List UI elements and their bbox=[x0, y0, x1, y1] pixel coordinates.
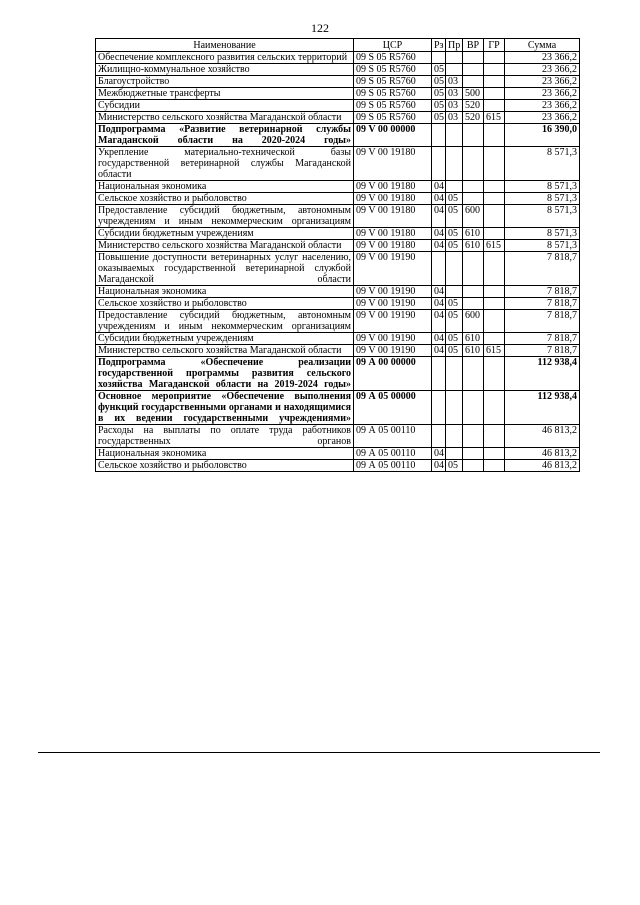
table-row bbox=[96, 100, 580, 112]
cell-vr bbox=[463, 391, 484, 425]
cell-vr: 520 bbox=[463, 100, 484, 112]
table-row bbox=[96, 112, 580, 124]
cell-rz: 05 bbox=[432, 76, 446, 88]
cell-rz: 04 bbox=[432, 193, 446, 205]
cell-rz bbox=[432, 357, 446, 391]
cell-name: Повышение доступности ветеринарных услуг населению, оказываемых государственной ветеринарной службой Магаданской области bbox=[96, 252, 354, 286]
table-row bbox=[96, 124, 580, 147]
table-row bbox=[96, 298, 580, 310]
cell-vr bbox=[463, 286, 484, 298]
cell-gr bbox=[484, 310, 505, 333]
cell-pr bbox=[446, 181, 463, 193]
cell-rz: 04 bbox=[432, 333, 446, 345]
cell-pr: 05 bbox=[446, 333, 463, 345]
cell-vr: 600 bbox=[463, 310, 484, 333]
cell-csr: 09 S 05 R5760 bbox=[354, 88, 432, 100]
cell-rz bbox=[432, 425, 446, 448]
table-row bbox=[96, 425, 580, 448]
cell-rz bbox=[432, 124, 446, 147]
cell-name: Обеспечение комплексного развития сельских территорий bbox=[96, 52, 354, 64]
cell-vr: 610 bbox=[463, 345, 484, 357]
table-header-row bbox=[96, 39, 580, 52]
cell-rz: 04 bbox=[432, 310, 446, 333]
cell-pr bbox=[446, 124, 463, 147]
cell-csr: 09 V 00 19180 bbox=[354, 193, 432, 205]
cell-pr bbox=[446, 448, 463, 460]
cell-gr bbox=[484, 460, 505, 472]
cell-sum: 23 366,2 bbox=[505, 64, 580, 76]
table-row bbox=[96, 333, 580, 345]
table-body bbox=[96, 52, 580, 472]
table-row bbox=[96, 64, 580, 76]
cell-gr bbox=[484, 124, 505, 147]
cell-sum: 7 818,7 bbox=[505, 345, 580, 357]
cell-gr: 615 bbox=[484, 112, 505, 124]
cell-pr bbox=[446, 357, 463, 391]
cell-sum: 7 818,7 bbox=[505, 286, 580, 298]
cell-rz: 05 bbox=[432, 100, 446, 112]
cell-sum: 8 571,3 bbox=[505, 205, 580, 228]
table-row bbox=[96, 193, 580, 205]
cell-pr: 03 bbox=[446, 88, 463, 100]
table-row bbox=[96, 205, 580, 228]
cell-pr: 05 bbox=[446, 310, 463, 333]
cell-name: Благоустройство bbox=[96, 76, 354, 88]
cell-name: Субсидии бюджетным учреждениям bbox=[96, 333, 354, 345]
cell-name: Межбюджетные трансферты bbox=[96, 88, 354, 100]
footer-divider bbox=[38, 752, 600, 753]
cell-name: Подпрограмма «Развитие ветеринарной службы Магаданской области на 2020-2024 годы» bbox=[96, 124, 354, 147]
cell-gr bbox=[484, 298, 505, 310]
cell-gr bbox=[484, 391, 505, 425]
cell-sum: 46 813,2 bbox=[505, 448, 580, 460]
cell-vr bbox=[463, 193, 484, 205]
cell-rz bbox=[432, 252, 446, 286]
cell-csr: 09 А 05 00000 bbox=[354, 391, 432, 425]
cell-name: Предоставление субсидий бюджетным, автономным учреждениям и иным некоммерческим организациям bbox=[96, 205, 354, 228]
cell-gr bbox=[484, 425, 505, 448]
cell-vr bbox=[463, 64, 484, 76]
table-row bbox=[96, 310, 580, 333]
cell-pr: 05 bbox=[446, 240, 463, 252]
cell-gr bbox=[484, 205, 505, 228]
cell-name: Национальная экономика bbox=[96, 181, 354, 193]
cell-gr: 615 bbox=[484, 240, 505, 252]
cell-csr: 09 А 05 00110 bbox=[354, 425, 432, 448]
cell-pr bbox=[446, 252, 463, 286]
table-row bbox=[96, 228, 580, 240]
cell-gr bbox=[484, 357, 505, 391]
cell-pr bbox=[446, 425, 463, 448]
cell-sum: 23 366,2 bbox=[505, 76, 580, 88]
header-name: Наименование bbox=[96, 39, 354, 52]
cell-vr: 520 bbox=[463, 112, 484, 124]
cell-rz: 04 bbox=[432, 240, 446, 252]
cell-vr bbox=[463, 448, 484, 460]
cell-csr: 09 V 00 19180 bbox=[354, 240, 432, 252]
cell-gr bbox=[484, 88, 505, 100]
cell-gr bbox=[484, 286, 505, 298]
cell-rz: 04 bbox=[432, 205, 446, 228]
cell-vr bbox=[463, 298, 484, 310]
cell-rz: 04 bbox=[432, 345, 446, 357]
cell-csr: 09 V 00 19180 bbox=[354, 228, 432, 240]
cell-name: Министерство сельского хозяйства Магаданской области bbox=[96, 112, 354, 124]
cell-csr: 09 S 05 R5760 bbox=[354, 64, 432, 76]
cell-pr: 05 bbox=[446, 193, 463, 205]
table-row bbox=[96, 391, 580, 425]
cell-pr: 03 bbox=[446, 76, 463, 88]
cell-sum: 8 571,3 bbox=[505, 228, 580, 240]
cell-sum: 23 366,2 bbox=[505, 100, 580, 112]
cell-name: Сельское хозяйство и рыболовство bbox=[96, 298, 354, 310]
cell-rz bbox=[432, 391, 446, 425]
header-vr: ВР bbox=[463, 39, 484, 52]
cell-gr bbox=[484, 52, 505, 64]
table-row bbox=[96, 52, 580, 64]
cell-csr: 09 V 00 19180 bbox=[354, 181, 432, 193]
cell-csr: 09 S 05 R5760 bbox=[354, 52, 432, 64]
cell-rz: 04 bbox=[432, 460, 446, 472]
cell-vr bbox=[463, 357, 484, 391]
cell-sum: 7 818,7 bbox=[505, 333, 580, 345]
header-sum: Сумма bbox=[505, 39, 580, 52]
cell-pr bbox=[446, 286, 463, 298]
cell-rz bbox=[432, 52, 446, 64]
cell-vr bbox=[463, 76, 484, 88]
cell-rz: 04 bbox=[432, 181, 446, 193]
table-row bbox=[96, 76, 580, 88]
table-row bbox=[96, 240, 580, 252]
cell-rz: 05 bbox=[432, 64, 446, 76]
cell-name: Сельское хозяйство и рыболовство bbox=[96, 460, 354, 472]
cell-csr: 09 V 00 19190 bbox=[354, 345, 432, 357]
cell-vr bbox=[463, 147, 484, 181]
cell-name: Субсидии бюджетным учреждениям bbox=[96, 228, 354, 240]
cell-vr: 610 bbox=[463, 333, 484, 345]
cell-gr bbox=[484, 448, 505, 460]
cell-pr: 03 bbox=[446, 112, 463, 124]
budget-table bbox=[95, 38, 580, 472]
cell-pr: 03 bbox=[446, 100, 463, 112]
cell-csr: 09 S 05 R5760 bbox=[354, 112, 432, 124]
cell-rz: 04 bbox=[432, 448, 446, 460]
cell-sum: 46 813,2 bbox=[505, 460, 580, 472]
cell-gr bbox=[484, 100, 505, 112]
table-row bbox=[96, 252, 580, 286]
cell-pr bbox=[446, 147, 463, 181]
cell-rz: 05 bbox=[432, 88, 446, 100]
cell-sum: 7 818,7 bbox=[505, 298, 580, 310]
cell-csr: 09 V 00 19190 bbox=[354, 298, 432, 310]
cell-vr bbox=[463, 124, 484, 147]
page-number: 122 bbox=[311, 21, 329, 35]
cell-name: Министерство сельского хозяйства Магаданской области bbox=[96, 240, 354, 252]
cell-sum: 46 813,2 bbox=[505, 425, 580, 448]
table-row bbox=[96, 286, 580, 298]
cell-gr: 615 bbox=[484, 345, 505, 357]
cell-name: Основное мероприятие «Обеспечение выполнения функций государственными органами и находящимися в их ведении государственными учреждениями» bbox=[96, 391, 354, 425]
cell-rz: 04 bbox=[432, 286, 446, 298]
cell-name: Расходы на выплаты по оплате труда работников государственных органов bbox=[96, 425, 354, 448]
table-row bbox=[96, 448, 580, 460]
cell-vr: 610 bbox=[463, 228, 484, 240]
cell-pr bbox=[446, 52, 463, 64]
cell-csr: 09 А 05 00110 bbox=[354, 460, 432, 472]
cell-csr: 09 S 05 R5760 bbox=[354, 100, 432, 112]
cell-gr bbox=[484, 147, 505, 181]
table-row bbox=[96, 357, 580, 391]
header-rz: Рз bbox=[432, 39, 446, 52]
table-row bbox=[96, 147, 580, 181]
cell-vr bbox=[463, 252, 484, 286]
cell-gr bbox=[484, 252, 505, 286]
cell-sum: 16 390,0 bbox=[505, 124, 580, 147]
table-row bbox=[96, 460, 580, 472]
cell-pr bbox=[446, 64, 463, 76]
cell-vr: 600 bbox=[463, 205, 484, 228]
cell-name: Национальная экономика bbox=[96, 448, 354, 460]
table-row bbox=[96, 181, 580, 193]
cell-csr: 09 V 00 19190 bbox=[354, 310, 432, 333]
cell-gr bbox=[484, 193, 505, 205]
cell-name: Сельское хозяйство и рыболовство bbox=[96, 193, 354, 205]
cell-name: Министерство сельского хозяйства Магаданской области bbox=[96, 345, 354, 357]
cell-sum: 112 938,4 bbox=[505, 357, 580, 391]
cell-csr: 09 V 00 19180 bbox=[354, 147, 432, 181]
cell-csr: 09 S 05 R5760 bbox=[354, 76, 432, 88]
cell-csr: 09 V 00 19190 bbox=[354, 333, 432, 345]
cell-pr: 05 bbox=[446, 205, 463, 228]
cell-sum: 112 938,4 bbox=[505, 391, 580, 425]
cell-rz bbox=[432, 147, 446, 181]
cell-vr bbox=[463, 52, 484, 64]
cell-pr: 05 bbox=[446, 345, 463, 357]
cell-csr: 09 V 00 19180 bbox=[354, 205, 432, 228]
cell-pr bbox=[446, 391, 463, 425]
cell-gr bbox=[484, 333, 505, 345]
cell-vr bbox=[463, 425, 484, 448]
cell-name: Национальная экономика bbox=[96, 286, 354, 298]
cell-sum: 8 571,3 bbox=[505, 193, 580, 205]
cell-name: Подпрограмма «Обеспечение реализации государственной программы развития сельского хозяйства Магаданской области на 2019-2024 годы» bbox=[96, 357, 354, 391]
cell-sum: 23 366,2 bbox=[505, 112, 580, 124]
cell-gr bbox=[484, 228, 505, 240]
cell-gr bbox=[484, 181, 505, 193]
header-pr: Пр bbox=[446, 39, 463, 52]
cell-csr: 09 V 00 00000 bbox=[354, 124, 432, 147]
cell-sum: 8 571,3 bbox=[505, 181, 580, 193]
table-row bbox=[96, 345, 580, 357]
cell-sum: 8 571,3 bbox=[505, 240, 580, 252]
cell-name: Укрепление материально-технической базы государственной ветеринарной службы Магаданской области bbox=[96, 147, 354, 181]
cell-sum: 23 366,2 bbox=[505, 88, 580, 100]
cell-vr: 610 bbox=[463, 240, 484, 252]
header-csr: ЦСР bbox=[354, 39, 432, 52]
cell-gr bbox=[484, 76, 505, 88]
cell-sum: 7 818,7 bbox=[505, 310, 580, 333]
cell-csr: 09 А 00 00000 bbox=[354, 357, 432, 391]
cell-gr bbox=[484, 64, 505, 76]
cell-vr: 500 bbox=[463, 88, 484, 100]
cell-name: Субсидии bbox=[96, 100, 354, 112]
cell-sum: 7 818,7 bbox=[505, 252, 580, 286]
cell-rz: 05 bbox=[432, 112, 446, 124]
cell-csr: 09 V 00 19190 bbox=[354, 252, 432, 286]
cell-pr: 05 bbox=[446, 298, 463, 310]
cell-sum: 23 366,2 bbox=[505, 52, 580, 64]
cell-pr: 05 bbox=[446, 228, 463, 240]
cell-name: Жилищно-коммунальное хозяйство bbox=[96, 64, 354, 76]
cell-sum: 8 571,3 bbox=[505, 147, 580, 181]
cell-csr: 09 А 05 00110 bbox=[354, 448, 432, 460]
cell-pr: 05 bbox=[446, 460, 463, 472]
cell-csr: 09 V 00 19190 bbox=[354, 286, 432, 298]
cell-rz: 04 bbox=[432, 228, 446, 240]
table-row bbox=[96, 88, 580, 100]
cell-vr bbox=[463, 460, 484, 472]
cell-vr bbox=[463, 181, 484, 193]
header-gr: ГР bbox=[484, 39, 505, 52]
cell-name: Предоставление субсидий бюджетным, автономным учреждениям и иным некоммерческим организациям bbox=[96, 310, 354, 333]
cell-rz: 04 bbox=[432, 298, 446, 310]
